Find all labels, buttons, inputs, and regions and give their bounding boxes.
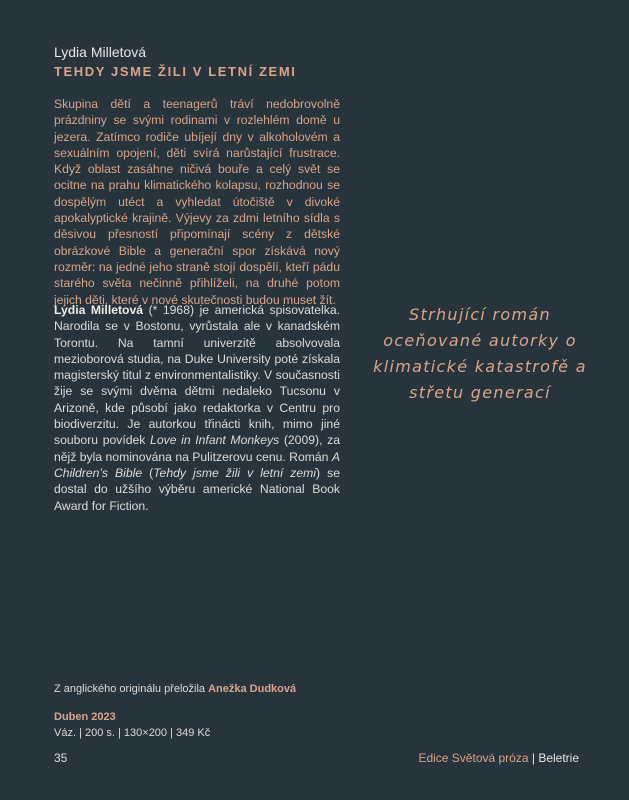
- bio-book-title-2: A Children’s Bible: [54, 449, 340, 480]
- bio-paren: (: [142, 465, 154, 480]
- bio-text-2: (2009), za nějž byla nominována na Pulitzerovu cenu. Román: [54, 433, 340, 464]
- release-date: Duben 2023: [54, 711, 116, 723]
- author-bio: [54, 302, 340, 514]
- translator-prefix: Z anglického originálu přeložila: [54, 683, 209, 695]
- edition-label: [418, 751, 579, 765]
- translator-name: Anežka Dudková: [208, 683, 297, 695]
- book-synopsis: Skupina dětí a teenagerů tráví nedobrovolně prázdniny se svými rodinami v rozlehlém domě u jezera. Zatímco rodiče ubíjejí dny v alkoholovém a sexuálním opojení, děti svírá narůstající frustrace. Když oblast zasáhne ničivá bouře a celý svět se ocitne na prahu klimatického kolapsu, rozhodnou se dospělým utéct a vyhledat útočiště v divoké apokalyptické krajině. Výjevy za zdmi letního sídla s děsivou přesností připomínají scény z dětské obrázkové Bible a generační spor získává nový rozměr: na jedné jeho straně stojí dospělí, kteří pádu starého světa nečinně přihlíželi, na druhé potom jejich děti, které v nové skutečnosti budou muset žít.: [54, 97, 340, 307]
- promo-quote: Strhující román oceňované autorky o klimatické katastrofě a střetu generací: [373, 305, 587, 402]
- bio-author-name: Lydia Milletová: [54, 303, 144, 317]
- bio-text-3: ) se dostal do užšího výběru americké National Book Award for Fiction.: [54, 465, 340, 513]
- bio-text-1: (* 1968) je americká spisovatelka. Narodila se v Bostonu, vyrůstala ale v kanadském Torontu. Na tamní univerzitě absolvovala mezioborová studia, na Duke University poté získala magisterský titul z environmentalistiky. V současnosti žije se svými dvěma dětmi nedaleko Tucsonu v Arizoně, kde působí jako redaktorka v Centru pro biodiverzitu. Je autorkou třinácti knih, mimo jiné souboru povídek: [54, 303, 340, 448]
- book-title: TEHDY JSME ŽILI V LETNÍ ZEMI: [54, 64, 297, 79]
- book-specs: Váz. | 200 s. | 130×200 | 349 Kč: [54, 727, 211, 739]
- page-number: 35: [54, 751, 68, 765]
- translator-credit: [54, 683, 296, 695]
- edition-name: Edice Světová próza: [418, 751, 529, 765]
- bio-book-title-czech: Tehdy jsme žili v letní zemi: [153, 465, 317, 480]
- edition-category: Beletrie: [538, 751, 579, 765]
- book-author: Lydia Milletová: [54, 44, 147, 60]
- bio-book-title-1: Love in Infant Monkeys: [150, 433, 280, 448]
- edition-separator: |: [528, 751, 539, 765]
